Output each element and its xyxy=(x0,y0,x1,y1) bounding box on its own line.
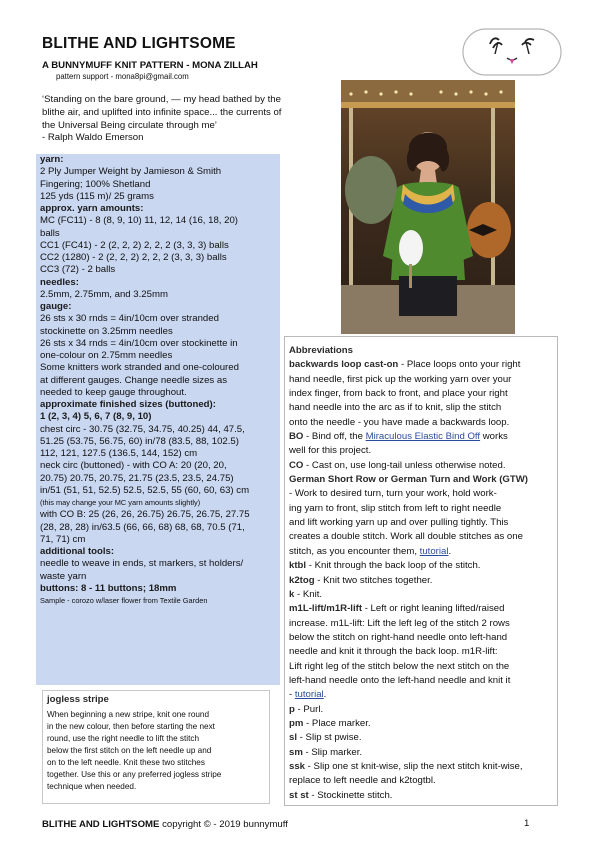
abbreviation-line xyxy=(289,774,528,788)
abbreviation-text: - Slip one st knit-wise, slip the next stitch knit-wise, xyxy=(305,760,523,772)
abbreviation-term: m1L-lift/m1R-lift xyxy=(289,603,363,615)
abbreviation-text: works xyxy=(480,431,508,443)
abbreviation-text: - Knit. xyxy=(294,588,323,600)
opening-quote xyxy=(42,94,322,145)
model-photo xyxy=(341,80,515,334)
bunny-logo-icon xyxy=(462,28,562,76)
abbreviation-line xyxy=(289,387,528,401)
yarn-line: stockinette on 3.25mm needles xyxy=(40,325,173,337)
abbreviation-term: sl xyxy=(289,732,298,744)
abbreviation-term: k xyxy=(289,588,295,600)
abbreviation-text: onto the needle - you have made a backwards loop. xyxy=(289,416,510,428)
abbreviations-title: Abbreviations xyxy=(289,345,353,356)
buttons-line: buttons: 8 - 11 buttons; 18mm xyxy=(40,582,177,594)
abbreviation-term: pm xyxy=(289,717,304,729)
yarn-line: at different gauges. Change needle sizes as xyxy=(40,374,228,386)
abbreviation-line xyxy=(289,674,528,688)
jogless-line: in the new colour, then before starting the next xyxy=(47,722,215,731)
abbreviation-line xyxy=(289,502,528,516)
abbreviation-line xyxy=(289,545,528,559)
abbreviation-term: sm xyxy=(289,746,303,758)
abbreviation-term: k2tog xyxy=(289,574,315,586)
abbreviation-text: left-hand needle onto the left-hand needle and knit it xyxy=(289,674,511,686)
pattern-support-email: pattern support - mona8pi@gmail.com xyxy=(56,72,189,81)
abbreviation-line xyxy=(289,459,528,473)
jogless-line: round, use the right needle to lift the stitch xyxy=(47,734,200,743)
abbreviation-line xyxy=(289,602,528,616)
abbreviation-text: hand needle into the arc as if to knit, slip the stitch xyxy=(289,402,502,414)
yarn-line: CC3 (72) - 2 balls xyxy=(40,264,116,276)
abbreviation-text: - Place marker. xyxy=(303,717,371,729)
abbreviation-text: . xyxy=(323,689,327,701)
abbreviation-line xyxy=(289,731,528,745)
abbreviation-text: below the stitch on right-hand needle onto left-hand xyxy=(289,631,508,643)
footer-copyright: copyright © - 2019 bunnymuff xyxy=(159,819,288,830)
abbreviation-text: - Cast on, use long-tail unless otherwise noted. xyxy=(303,459,506,471)
abbreviation-line xyxy=(289,574,528,588)
abbreviation-line xyxy=(289,401,528,415)
tutorial-link[interactable]: Miraculous Elastic Bind Off xyxy=(365,431,481,443)
abbreviation-line xyxy=(289,789,528,803)
abbreviation-term: German Short Row or German Turn and Work (GTW) xyxy=(289,474,528,486)
abbreviation-line xyxy=(289,703,528,717)
quote-line: the Universal Being circulate through me’ xyxy=(42,119,217,131)
abbreviation-text: - Purl. xyxy=(294,703,324,715)
yarn-info-text xyxy=(40,154,284,607)
abbreviation-line xyxy=(289,444,528,458)
abbreviation-text: stitch, as you encounter them, xyxy=(289,545,420,557)
abbreviation-line xyxy=(289,373,528,387)
footer xyxy=(42,819,288,830)
yarn-line: chest circ - 30.75 (32.75, 34.75, 40.25) 44, 47.5, xyxy=(40,423,245,435)
quote-line: ‘Standing on the bare ground, — my head bathed by the xyxy=(42,94,281,105)
yarn-line: 112, 121, 127.5 (136.5, 144, 152) cm xyxy=(40,448,198,459)
yarn-line: Some knitters work stranded and one-coloured xyxy=(40,362,239,374)
yarn-line: 2.5mm, 2.75mm, and 3.25mm xyxy=(40,288,168,300)
abbreviation-line xyxy=(289,430,528,444)
jogless-stripe-box xyxy=(42,690,270,804)
abbreviation-text: - Slip st pwise. xyxy=(297,732,362,744)
abbreviations-list xyxy=(289,344,528,803)
abbreviation-text: and lift working yarn up and over pulling tightly. This xyxy=(289,517,509,529)
yarn-line: CC1 (FC41) - 2 (2, 2, 2) 2, 2, 2 (3, 3, 3) balls xyxy=(40,239,229,251)
yarn-line: needle to weave in ends, st markers, st holders/ xyxy=(40,558,244,570)
abbreviation-text: - xyxy=(289,689,295,701)
abbreviation-text: hand needle, first pick up the working yarn over your xyxy=(289,373,512,385)
abbreviation-line xyxy=(289,660,528,674)
abbreviation-text: increase. m1L-lift: Lift the left leg of the stitch 2 rows xyxy=(289,617,510,629)
abbreviation-line xyxy=(289,516,528,530)
page-title: BLITHE AND LIGHTSOME xyxy=(42,35,236,52)
jogless-line: When beginning a new stripe, knit one round xyxy=(47,710,210,719)
abbreviation-term: CO xyxy=(289,459,304,471)
yarn-line: (28, 28, 28) in/63.5 (66, 66, 68) 68, 68, 70.5 (71, xyxy=(40,521,245,533)
section-heading-needles: needles: xyxy=(40,276,79,288)
yarn-line: 2 Ply Jumper Weight by Jamieson & Smith xyxy=(40,166,222,178)
abbreviation-line xyxy=(289,688,528,702)
jogless-line: technique when needed. xyxy=(47,782,137,791)
abbreviation-text: index finger, from back to front, and place your right xyxy=(289,388,508,400)
jogless-line: together. Use this or any preferred jogless stripe xyxy=(47,770,222,779)
yarn-line: neck circ (buttoned) - with CO A: 20 (20, 20, xyxy=(40,460,227,472)
abbreviation-text: replace to left needle and k2togtbl. xyxy=(289,775,436,787)
abbreviation-line xyxy=(289,746,528,760)
abbreviation-term: ssk xyxy=(289,760,306,772)
abbreviation-term: BO xyxy=(289,431,304,443)
yarn-line: waste yarn xyxy=(40,570,87,582)
abbreviation-text: Lift right leg of the stitch below the next stitch on the xyxy=(289,660,510,672)
yarn-line: 26 sts x 30 rnds = 4in/10cm over stranded xyxy=(40,313,219,325)
abbreviation-text: ing yarn to front, slip stitch from left to right needle xyxy=(289,502,502,514)
abbreviation-term: ktbl xyxy=(289,560,307,572)
section-heading-sizes: approximate finished sizes (buttoned): xyxy=(40,399,216,410)
footer-title: BLITHE AND LIGHTSOME xyxy=(42,819,160,830)
abbreviation-line xyxy=(289,530,528,544)
abbreviation-line xyxy=(289,760,528,774)
yarn-line: 125 yds (115 m)/ 25 grams xyxy=(40,190,154,202)
abbreviation-term: st st xyxy=(289,789,309,801)
abbreviation-term: p xyxy=(289,703,295,715)
abbreviation-line xyxy=(289,559,528,573)
yarn-line: with CO B: 25 (26, 26, 26.75) 26.75, 26.75, 27.75 xyxy=(40,509,250,521)
jogless-line: on to the left needle. Knit these two stitches xyxy=(47,758,205,767)
tutorial-link[interactable]: tutorial xyxy=(419,545,449,557)
yarn-line: MC (FC11) - 8 (8, 9, 10) 11, 12, 14 (16, 18, 20) xyxy=(40,215,239,227)
abbreviation-text: - Knit through the back loop of the stitch. xyxy=(306,560,481,572)
section-heading-gauge: gauge: xyxy=(40,301,72,312)
sample-note: Sample - corozo w/laser flower from Textile Garden xyxy=(40,596,208,605)
abbreviation-text: - Slip marker. xyxy=(302,746,363,758)
abbreviation-line xyxy=(289,416,528,430)
yarn-line: in/51 (51, 51, 52.5) 52.5, 52.5, 55 (60, 60, 63) cm xyxy=(40,484,250,496)
abbreviation-text: creates a double stitch. Work all double stitches as one xyxy=(289,531,523,543)
abbreviation-line xyxy=(289,617,528,631)
abbreviation-text: - Bind off, the xyxy=(303,431,366,443)
yarn-line: one-colour on 2.75mm needles xyxy=(40,350,173,361)
abbreviation-term: backwards loop cast-on xyxy=(289,359,399,371)
yarn-line: needed to keep gauge throughout. xyxy=(40,386,187,398)
abbreviation-text: - Left or right leaning lifted/raised xyxy=(362,603,505,615)
yarn-line: balls xyxy=(40,227,60,239)
yarn-line: 71, 71) cm xyxy=(40,533,86,545)
abbreviation-line xyxy=(289,717,528,731)
jogless-line: below the first stitch on the left needle up and xyxy=(47,746,212,755)
abbreviation-line xyxy=(289,631,528,645)
abbreviation-text: - Place loops onto your right xyxy=(398,359,521,371)
yarn-line: 51.25 (53.75, 56.75, 60) in/78 (83.5, 88, 102.5) xyxy=(40,435,239,447)
size-list: 1 (2, 3, 4) 5, 6, 7 (8, 9, 10) xyxy=(40,411,152,423)
pattern-subtitle: A BUNNYMUFF KNIT PATTERN - MONA ZILLAH xyxy=(42,60,258,71)
yarn-line: Fingering; 100% Shetland xyxy=(40,178,151,190)
abbreviation-line xyxy=(289,473,528,487)
abbreviation-text: needle and knit it through the back loop. m1R-lift: xyxy=(289,646,498,658)
tutorial-link[interactable]: tutorial xyxy=(294,689,324,701)
abbreviation-line xyxy=(289,487,528,501)
abbreviation-text: - Work to desired turn, turn your work, hold work- xyxy=(289,488,497,500)
section-heading-yarn: yarn: xyxy=(40,154,64,165)
abbreviation-text: - Stockinette stitch. xyxy=(308,789,393,801)
page-number: 1 xyxy=(524,818,530,829)
quote-line: blithe air, and uplifted into infinite space... the currents of xyxy=(42,106,282,118)
abbreviation-text: - Knit two stitches together. xyxy=(314,574,433,586)
abbreviation-line xyxy=(289,358,528,372)
section-heading-yarn-amounts: approx. yarn amounts: xyxy=(40,203,144,214)
abbreviation-text: . xyxy=(448,545,452,557)
abbreviations-box xyxy=(284,336,558,806)
abbreviation-text: well for this project. xyxy=(289,445,372,457)
yarn-note: (this may change your MC yarn amounts slightly) xyxy=(40,498,201,507)
abbreviation-line xyxy=(289,588,528,602)
abbreviation-line xyxy=(289,645,528,659)
quote-attribution: - Ralph Waldo Emerson xyxy=(42,132,144,144)
yarn-line: CC2 (1280) - 2 (2, 2, 2) 2, 2, 2 (3, 3, 3) balls xyxy=(40,252,227,263)
yarn-line: 20.75) 20.75, 20.75, 21.75 (23.5, 23.5, 24.75) xyxy=(40,472,234,484)
jogless-text xyxy=(47,709,221,793)
yarn-line: 26 sts x 34 rnds = 4in/10cm over stockinette in xyxy=(40,337,238,349)
jogless-title: jogless stripe xyxy=(47,694,109,705)
section-heading-tools: additional tools: xyxy=(40,546,115,557)
